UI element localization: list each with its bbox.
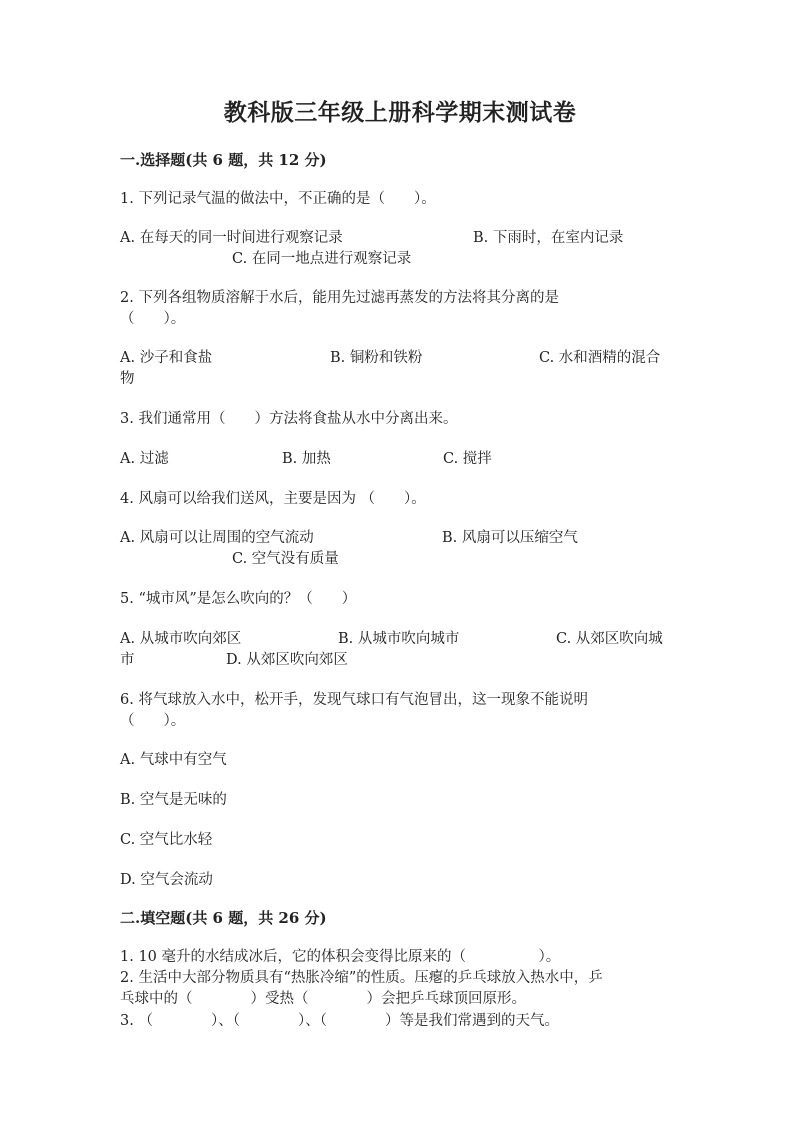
option-b: B. 从城市吹向城市 — [338, 631, 460, 647]
option-b: B. 空气是无味的 — [120, 792, 227, 808]
page-title: 教科版三年级上册科学期末测试卷 — [223, 99, 577, 126]
option-d: D. 空气会流动 — [120, 872, 213, 888]
option-b: B. 风扇可以压缩空气 — [442, 530, 578, 546]
fill-line: 1. 10 毫升的水结成冰后，它的体积会变得比原来的（ ）。 — [120, 949, 561, 965]
option-c: C. 空气比水轻 — [120, 832, 213, 848]
option-b: B. 铜粉和铁粉 — [330, 350, 423, 366]
option-c-continued: 物 — [120, 371, 135, 387]
option-a: A. 沙子和食盐 — [120, 350, 213, 366]
option-b: B. 加热 — [282, 451, 331, 467]
fill-line: 3. （ ）、（ ）、（ ）等是我们常遇到的天气。 — [120, 1013, 559, 1029]
option-a: A. 在每天的同一时间进行观察记录 — [120, 230, 343, 246]
question-stem-continued: （ ）。 — [120, 311, 186, 327]
option-d: D. 从郊区吹向郊区 — [226, 652, 348, 668]
question-stem-continued: （ ）。 — [120, 713, 186, 729]
option-a: A. 气球中有空气 — [120, 752, 227, 768]
section-header-choice: 一.选择题(共 6 题，共 12 分) — [120, 151, 327, 169]
option-c: C. 空气没有质量 — [232, 551, 339, 567]
question-stem: 3. 我们通常用（ ）方法将食盐从水中分离出来。 — [120, 411, 458, 427]
option-a: A. 风扇可以让周围的空气流动 — [120, 530, 314, 546]
question-stem: 6. 将气球放入水中，松开手，发现气球口有气泡冒出，这一现象不能说明 — [120, 692, 588, 708]
fill-line: 2. 生活中大部分物质具有“热胀冷缩”的性质。压瘪的乒乓球放入热水中，乒 — [120, 970, 603, 986]
option-c: C. 水和酒精的混合 — [539, 350, 661, 366]
option-c: C. 搅拌 — [443, 451, 492, 467]
question-stem: 5. “城市风”是怎么吹向的？（ ） — [120, 591, 357, 607]
question-stem: 4. 风扇可以给我们送风，主要是因为 （ ）。 — [120, 491, 426, 507]
option-a: A. 过滤 — [120, 451, 169, 467]
option-b: B. 下雨时，在室内记录 — [473, 230, 624, 246]
question-stem: 1. 下列记录气温的做法中，不正确的是（ ）。 — [120, 191, 436, 207]
question-stem: 2. 下列各组物质溶解于水后，能用先过滤再蒸发的方法将其分离的是 — [120, 290, 559, 306]
section-header-fill: 二.填空题(共 6 题，共 26 分) — [120, 909, 327, 927]
option-a: A. 从城市吹向郊区 — [120, 631, 242, 647]
option-c: C. 从郊区吹向城 — [556, 631, 663, 647]
option-c: C. 在同一地点进行观察记录 — [232, 251, 412, 267]
fill-line: 乓球中的（ ）受热（ ）会把乒乓球顶回原形。 — [120, 991, 526, 1007]
option-c-continued: 市 — [120, 652, 135, 668]
